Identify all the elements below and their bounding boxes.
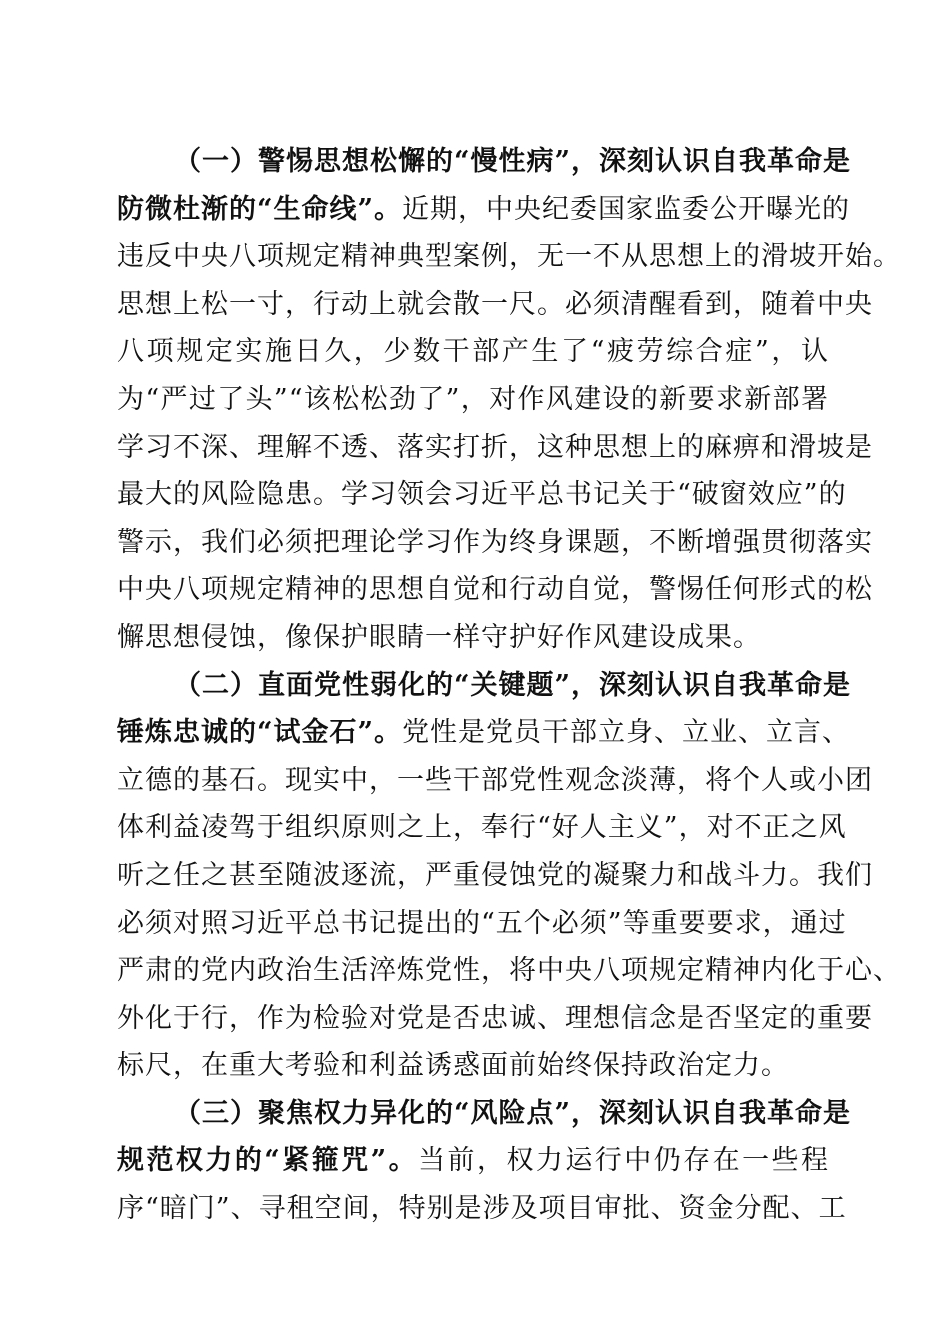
- body-text: 党性是党员干部立身、立业、立言、: [402, 717, 851, 749]
- paragraph-line: [117, 900, 847, 948]
- paragraph-line: [117, 281, 873, 329]
- bold-text: （二）直面党性弱化的“关键题”，深刻认识自我革命是: [174, 669, 852, 701]
- section-2-heading-line: [117, 709, 851, 757]
- paragraph-line: [117, 757, 873, 805]
- body-text: 中央八项规定精神的思想自觉和行动自觉，警惕任何形式的松: [117, 574, 873, 606]
- paragraph-line: [117, 614, 829, 662]
- bold-text: （三）聚焦权力异化的“风险点”，深刻认识自我革命是: [174, 1097, 852, 1129]
- paragraph-line: [117, 424, 873, 472]
- body-text: 标尺，在重大考验和利益诱惑面前始终保持政治定力。: [117, 1050, 789, 1082]
- bold-text: 锤炼忠诚的“试金石”。: [117, 717, 403, 749]
- body-text: 懈思想侵蚀，像保护眼睛一样守护好作风建设成果。: [117, 621, 761, 653]
- body-text: 外化于行，作为检验对党是否忠诚、理想信念是否坚定的重要: [117, 1002, 873, 1034]
- body-text: 思想上松一寸，行动上就会散一尺。必须清醒看到，随着中央: [117, 288, 873, 320]
- bold-text: 防微杜渐的“生命线”。: [117, 193, 403, 225]
- body-text: 体利益凌驾于组织原则之上，奉行“好人主义”，对不正之风: [117, 812, 847, 844]
- paragraph-line: [117, 566, 873, 614]
- body-text: 违反中央八项规定精神典型案例，无一不从思想上的滑坡开始。: [117, 241, 901, 273]
- section-3-heading-line: [117, 1090, 852, 1138]
- body-text: 近期，中央纪委国家监委公开曝光的: [402, 193, 851, 225]
- body-text: 当前，权力运行中仍存在一些程: [418, 1145, 830, 1177]
- section-2-heading-line: [117, 662, 852, 710]
- paragraph-line: [117, 852, 873, 900]
- paragraph-line: [117, 328, 829, 376]
- body-text: 立德的基石。现实中，一些干部党性观念淡薄，将个人或小团: [117, 764, 873, 796]
- paragraph-line: [117, 1185, 847, 1233]
- paragraph-line: [117, 1042, 829, 1090]
- body-text: 序“暗门”、寻租空间，特别是涉及项目审批、资金分配、工: [117, 1193, 847, 1225]
- body-text: 必须对照习近平总书记提出的“五个必须”等重要要求，通过: [117, 907, 847, 939]
- bold-text: （一）警惕思想松懈的“慢性病”，深刻认识自我革命是: [174, 146, 852, 177]
- paragraph-line: [117, 519, 873, 567]
- section-1-heading-line: [117, 138, 852, 186]
- body-text: 最大的风险隐患。学习领会习近平总书记关于“破窗效应”的: [117, 479, 847, 511]
- paragraph-line: [117, 376, 829, 424]
- body-text: 学习不深、理解不透、落实打折，这种思想上的麻痹和滑坡是: [117, 431, 873, 463]
- section-3-heading-line: [117, 1137, 829, 1185]
- paragraph-line: [117, 995, 873, 1043]
- body-text: 警示，我们必须把理论学习作为终身课题，不断增强贯彻落实: [117, 526, 873, 558]
- section-1-heading-line: [117, 186, 851, 234]
- body-text: 八项规定实施日久，少数干部产生了“疲劳综合症”，认: [117, 336, 829, 368]
- bold-text: 规范权力的“紧箍咒”。: [117, 1145, 419, 1177]
- document-body: [117, 138, 901, 1233]
- paragraph-line: [117, 947, 901, 995]
- paragraph-line: [117, 233, 901, 281]
- body-text: 严肃的党内政治生活淬炼党性，将中央八项规定精神内化于心、: [117, 955, 901, 987]
- paragraph-line: [117, 804, 847, 852]
- paragraph-line: [117, 471, 847, 519]
- body-text: 听之任之甚至随波逐流，严重侵蚀党的凝聚力和战斗力。我们: [117, 859, 873, 891]
- body-text: 为“严过了头”“该松松劲了”，对作风建设的新要求新部署: [117, 383, 829, 415]
